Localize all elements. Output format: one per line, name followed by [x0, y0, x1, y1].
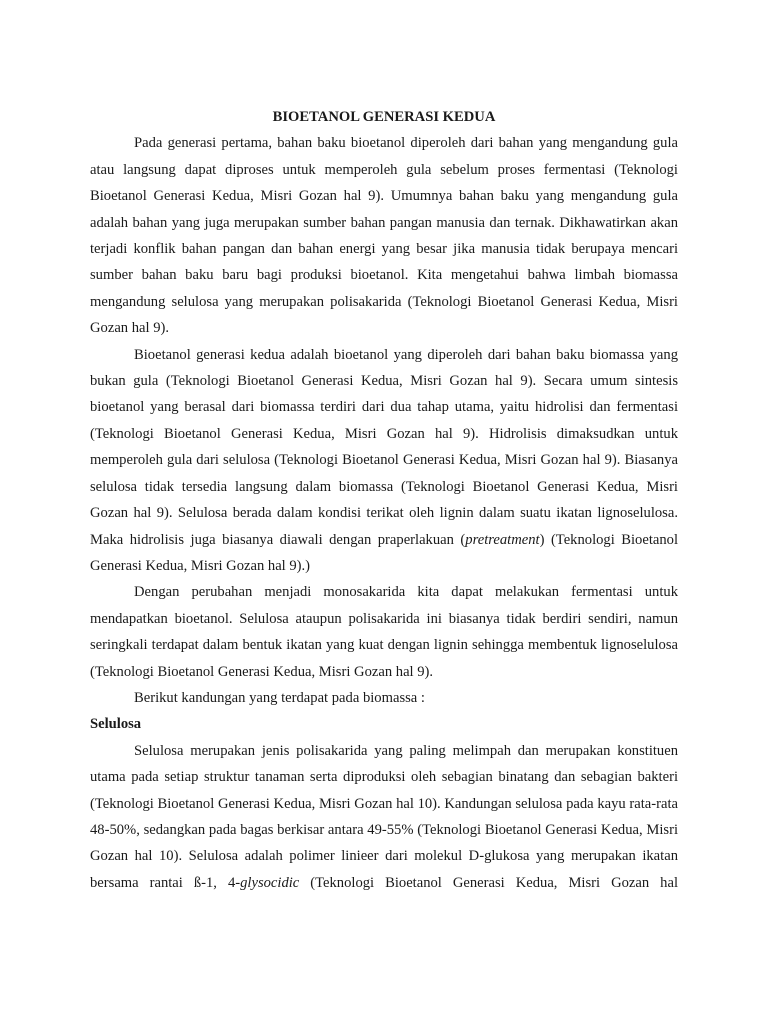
glysocidic-term: glysocidic: [240, 874, 300, 891]
paragraph-generasi-kedua-text: Bioetanol generasi kedua adalah bioetanol yang diperoleh dari bahan baku biomassa yang bukan gula (Teknologi Bioetanol Generasi Kedua, Misri Gozan hal 9). Secara umum sintesis bioetanol yang berasal dari biomassa terdiri dari dua tahap utama, yaitu hidrolisi dan fermentasi (Teknologi Bioetanol Generasi Kedua, Misri Gozan hal 9). Hidrolisis dimaksudkan untuk memperoleh gula dari selulosa (Teknologi Bioetanol Generasi Kedua, Misri Gozan hal 9). Biasanya selulosa tidak tersedia langsung dalam biomassa (Teknologi Bioetanol Generasi Kedua, Misri Gozan hal 9). Selulosa berada dalam kondisi terikat oleh lignin dalam suatu ikatan lignoselulosa. Maka hidrolisis juga biasanya diawali dengan praperlakuan (: [90, 346, 678, 548]
paragraph-kandungan-biomassa: Berikut kandungan yang terdapat pada biomassa :: [134, 689, 425, 706]
pretreatment-term: pretreatment: [465, 531, 540, 548]
paragraph-generasi-kedua-citation: ) (Teknologi Bioetanol Generasi Kedua, Misri Gozan hal 9).): [90, 531, 678, 574]
paragraph-selulosa-citation: (Teknologi Bioetanol Generasi Kedua, Misri Gozan hal: [299, 874, 679, 891]
paragraph-generasi-pertama: Pada generasi pertama, bahan baku bioetanol diperoleh dari bahan yang mengandung gula atau langsung dapat diproses untuk memperoleh gula sebelum proses fermentasi (Teknologi Bioetanol Generasi Kedua, Misri Gozan hal 9). Umumnya bahan baku yang mengandung gula adalah bahan yang juga merupakan sumber bahan pangan manusia dan ternak. Dikhawatirkan akan terjadi konflik bahan pangan dan bahan energi yang besar jika manusia tidak berupaya mencari sumber bahan baku baru bagi produksi bioetanol. Kita mengetahui bahwa limbah biomassa mengandung selulosa yang merupakan polisakarida (Teknologi Bioetanol Generasi Kedua, Misri Gozan hal 9).: [90, 135, 678, 337]
document-title: BIOETANOL GENERASI KEDUA: [272, 109, 496, 125]
paragraph-monosakarida: Dengan perubahan menjadi monosakarida kita dapat melakukan fermentasi untuk mendapatkan bioetanol. Selulosa ataupun polisakarida ini biasanya tidak berdiri sendiri, namun seringkali terdapat dalam bentuk ikatan yang kuat dengan lignin sehingga membentuk lignoselulosa (Teknologi Bioetanol Generasi Kedua, Misri Gozan hal 9).: [90, 584, 678, 680]
document-body: [90, 104, 678, 896]
paragraph-selulosa: [90, 738, 678, 896]
paragraph-generasi-kedua: [90, 342, 678, 580]
section-heading-selulosa: Selulosa: [90, 716, 142, 733]
paragraph-selulosa-text: Selulosa merupakan jenis polisakarida yang paling melimpah dan merupakan konstituen utama pada setiap struktur tanaman serta diproduksi oleh sebagian binatang dan sebagian bakteri (Teknologi Bioetanol Generasi Kedua, Misri Gozan hal 10). Kandungan selulosa pada kayu rata-rata 48-50%, sedangkan pada bagas berkisar antara 49-55% (Teknologi Bioetanol Generasi Kedua, Misri Gozan hal 10). Selulosa adalah polimer linieer dari molekul D-glukosa yang merupakan ikatan bersama rantai ß-1, 4-: [90, 742, 678, 891]
